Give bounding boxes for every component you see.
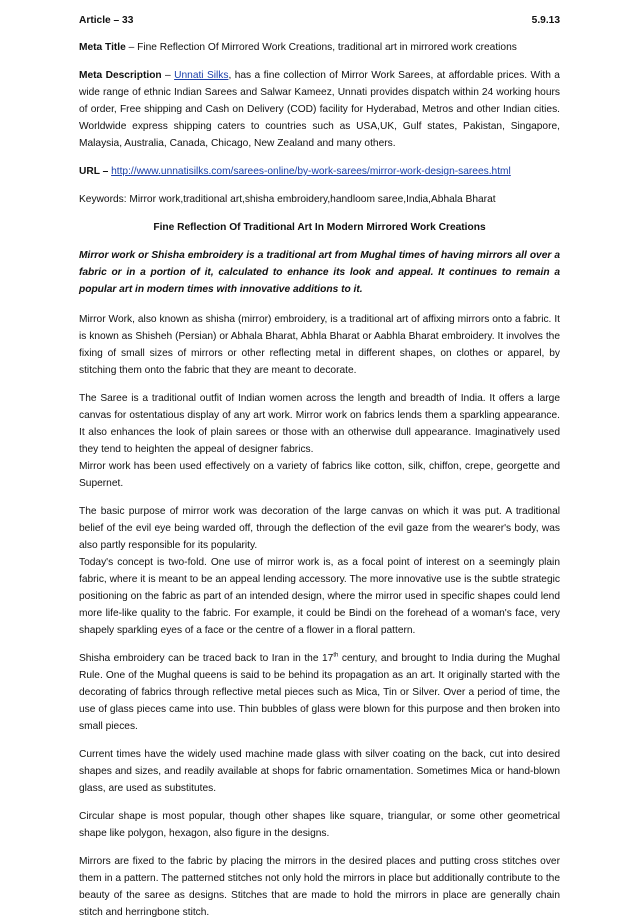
paragraph-6-rest: century, and brought to India during the Mughal Rule. One of the Mughal queens is said to be behind its propagation as an art. It originally started with the decorating of fabrics through reflective metal pieces such as Mica, Tin or Silver. Over a period of time, the use of glass pieces came into use. Thin bubbles of glass were blown for this purpose and then broken into small pieces.	[79, 653, 561, 732]
paragraph-5: Today's concept is two-fold. One use of mirror work is, as a focal point of interest on a seemingly plain fabric, where it is meant to be an appeal lending accessory. The more innovative use is the subtle strategic positioning on the fabric as part of an intended design, where the mirror used in specific shapes could lend more life-like quality to the fabric. For example, it could be Bindi on the forehead of a woman's face, very shapely sparkling eyes of a face or the centre of a flower in a floral pattern.	[79, 557, 560, 636]
meta-description-label: Meta Description	[79, 70, 162, 81]
meta-description	[79, 67, 560, 152]
paragraph-4: The basic purpose of mirror work was decoration of the large canvas on which it was put. A traditional belief of the evil eye being warded off, through the deflection of the evil gaze from the wearer's body, was also partly responsible for its popularity.	[79, 506, 560, 551]
paragraph-6-start: Shisha embroidery can be traced back to Iran in the 17	[79, 653, 334, 664]
paragraph-1: Mirror Work, also known as shisha (mirror) embroidery, is a traditional art of affixing mirrors onto a fabric. It is known as Shisheh (Persian) or Abhala Bharat, Abhla Bharat or Aabhla Bharat embroidery. It involves the fixing of small sizes of mirrors or other reflecting metal in different shapes, on clothes or apparel, by stitching them onto the fabric that they are meant to decorate.	[79, 314, 560, 376]
article-title: Fine Reflection Of Traditional Art In Modern Mirrored Work Creations	[153, 222, 486, 233]
url-line	[79, 163, 560, 180]
keywords-line: Keywords: Mirror work,traditional art,shisha embroidery,handloom saree,India,Abhala Bharat	[79, 194, 496, 205]
meta-title-text: Fine Reflection Of Mirrored Work Creations, traditional art in mirrored work creations	[137, 42, 517, 53]
meta-description-text: , has a fine collection of Mirror Work Sarees, at affordable prices. With a wide range of ethnic Indian Sarees and Salwar Kameez, Unnati provides dispatch within 24 working hours of order, Free shipping and Cash on Delivery (COD) facility for Hyderabad, Metros and other Indian cities. Worldwide express shipping caters to countries such as USA,UK, Gulf states, Pakistan, Singapore, Malaysia, Australia, Canada, Chicago, New Zealand and many others.	[79, 70, 560, 149]
paragraph-2: The Saree is a traditional outfit of Indian women across the length and breadth of India. It offers a large canvas for ostentatious display of any art work. Mirror work on fabrics lends them a sparkling appearance. It also enhances the look of plain sarees or those with an otherwise dull appearance. Imaginatively used they tend to heighten the appeal of designer fabrics.	[79, 393, 560, 455]
superscript-th: th	[333, 652, 339, 659]
meta-description-separator: –	[161, 70, 175, 81]
paragraph-9: Mirrors are fixed to the fabric by placing the mirrors in the desired places and putting cross stitches over them in a pattern. The patterned stitches not only hold the mirrors in place but additionally contribute to the beauty of the saree as designs. Stitches that are made to hold the mirrors in place are generally chain stitch and herringbone stitch.	[79, 856, 560, 918]
url-separator: –	[99, 166, 112, 177]
meta-title-separator: –	[125, 42, 138, 53]
article-number: Article – 33	[79, 15, 134, 26]
paragraph-8: Circular shape is most popular, though other shapes like square, triangular, or some other geometrical shape like polygon, hexagon, also figure in the designs.	[79, 811, 560, 839]
article-date: 5.9.13	[531, 15, 560, 26]
paragraph-3: Mirror work has been used effectively on a variety of fabrics like cotton, silk, chiffon, crepe, georgette and Supernet.	[79, 461, 560, 489]
paragraph-6	[79, 650, 560, 735]
paragraph-7: Current times have the widely used machine made glass with silver coating on the back, cut into desired shapes and sizes, and readily available at shops for fabric ornamentation. Sometimes Mica or hand-blown glass, are used as substitutes.	[79, 749, 560, 794]
unnati-silks-link[interactable]: Unnati Silks	[174, 70, 229, 81]
meta-title	[79, 39, 560, 56]
url-link[interactable]: http://www.unnatisilks.com/sarees-online/by-work-sarees/mirror-work-design-sarees.html	[111, 166, 511, 177]
meta-title-label: Meta Title	[79, 42, 126, 53]
intro-paragraph: Mirror work or Shisha embroidery is a traditional art from Mughal times of having mirrors all over a fabric or in a portion of it, calculated to enhance its look and appeal. It continues to remain a popular art in modern times with innovative additions to it.	[79, 250, 560, 295]
url-label: URL	[79, 166, 100, 177]
page-header	[79, 12, 560, 29]
